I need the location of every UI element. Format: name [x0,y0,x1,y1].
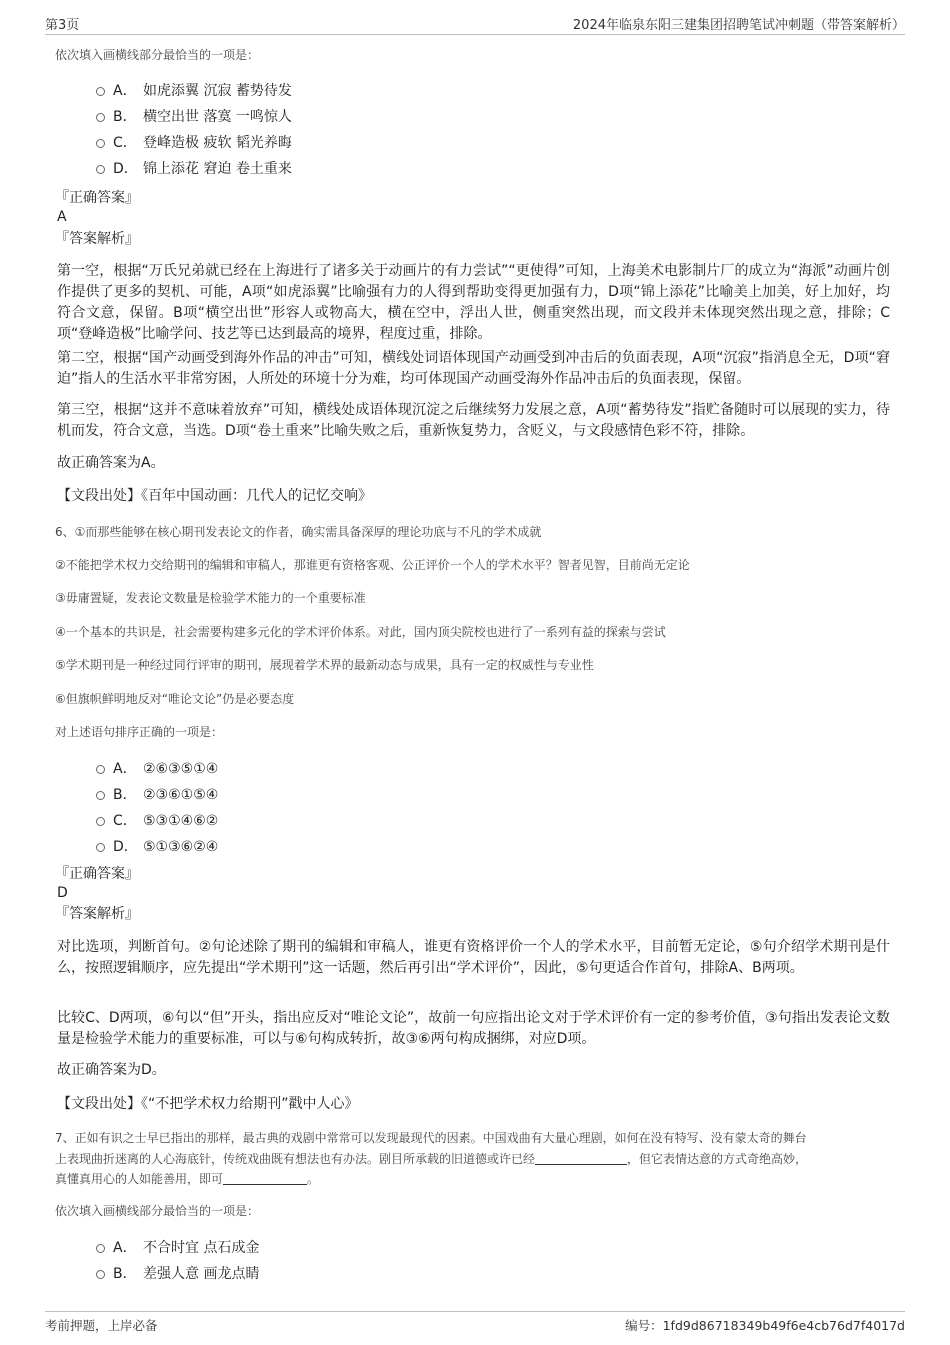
q5-option-a[interactable]: A． 如虎添翼 沉寂 蓄势待发 [96,78,292,104]
radio-icon[interactable] [96,87,105,96]
q5-option-b[interactable]: B． 横空出世 落寞 一鸣惊人 [96,104,292,130]
q5-analysis-paragraph: 第二空，根据“国产动画受到海外作品的冲击”可知，横线处词语体现国产动画受到冲击后的负面表现，A项“沉寂”指消息全无，D项“窘迫”指人的生活水平非常穷困，人所处的环境十分为难，均可体现国产动画受海外作品冲击后的负面表现，保留。 [57,350,890,387]
q7-passage-line: 7、正如有识之士早已指出的那样，最古典的戏剧中常常可以发现最现代的因素。中国戏曲有大量心理剧，如何在没有特写、没有蒙太奇的舞台 [55,1131,807,1145]
page-footer [45,1311,905,1334]
radio-icon[interactable] [96,765,105,774]
q6-option-a[interactable]: A． ②⑥③⑤①④ [96,756,218,782]
q5-answer: A [57,209,67,225]
document-id: 编号：1fd9d86718349b49f6e4cb76d7f4017d [625,1318,905,1333]
q6-options [96,756,218,860]
q6-prompt: 对上述语句排序正确的一项是： [55,725,224,739]
radio-icon[interactable] [96,139,105,148]
q6-answer: D [57,885,68,901]
footer-slogan: 考前押题，上岸必备 [45,1318,158,1333]
radio-icon[interactable] [96,1244,105,1253]
q5-option-d[interactable]: D． 锦上添花 窘迫 卷土重来 [96,156,292,182]
q6-statement: 6、①而那些能够在核心期刊发表论文的作者，确实需具备深厚的理论功底与不凡的学术成就 [55,525,542,539]
q6-analysis-label: 『答案解析』 [55,906,139,922]
q5-options [96,78,292,182]
fill-blank [535,1150,627,1165]
q6-option-d[interactable]: D． ⑤①③⑥②④ [96,834,218,860]
q5-analysis-paragraph: 第三空，根据“这并不意味着放弃”可知，横线处成语体现沉淀之后继续努力发展之意，A项“蓄势待发”指贮备随时可以展现的实力，待机而发，符合文意，当选。D项“卷土重来”比喻失败之后，重新恢复势力，含贬义，与文段感情色彩不符，排除。 [57,402,890,439]
q6-statement: ④一个基本的共识是，社会需要构建多元化的学术评价体系。对此，国内顶尖院校也进行了一系列有益的探索与尝试 [55,625,666,639]
radio-icon[interactable] [96,1270,105,1279]
q6-option-b[interactable]: B． ②③⑥①⑤④ [96,782,218,808]
q5-answer-label: 『正确答案』 [55,190,139,206]
q7-option-a[interactable]: A． 不合时宜 点石成金 [96,1235,259,1261]
fill-blank [223,1170,307,1185]
q6-analysis-paragraph: 对比选项，判断首句。②句论述除了期刊的编辑和审稿人，谁更有资格评价一个人的学术水平，目前暂无定论，⑤句介绍学术期刊是什么，按照逻辑顺序，应先提出“学术期刊”这一话题，然后再引出“学术评价”，因此，⑤句更适合作首句，排除A、B两项。 [57,939,890,976]
radio-icon[interactable] [96,791,105,800]
page-number: 第3页 [45,18,80,33]
q5-prompt: 依次填入画横线部分最恰当的一项是： [55,48,260,62]
radio-icon[interactable] [96,843,105,852]
q7-passage-line: 上表现曲折迷离的人心海底针，传统戏曲既有想法也有办法。剧目所承载的旧道德或许已经 ，但它表情达意的方式奇绝高妙， [55,1152,808,1166]
page-header [45,12,905,35]
q5-conclusion: 故正确答案为A。 [57,455,165,471]
q6-statement: ②不能把学术权力交给期刊的编辑和审稿人，那谁更有资格客观、公正评价一个人的学术水平？智者见智，目前尚无定论 [55,558,690,572]
q5-analysis-paragraph: 第一空，根据“万氏兄弟就已经在上海进行了诸多关于动画片的有力尝试”“更使得”可知，上海美术电影制片厂的成立为“海派”动画片创作提供了更多的契机、可能，A项“如虎添翼”比喻强有力的人得到帮助变得更加强有力，D项“锦上添花”比喻美上加美，好上加好，均符合文意，保留。B项“横空出世”形容人或物高大，横在空中，浮出人世，侧重突然出现，而文段并未体现突然出现之意，排除；C项“登峰造极”比喻学问、技艺等已达到最高的境界，程度过重，排除。 [57,263,890,342]
q6-answer-label: 『正确答案』 [55,866,139,882]
q6-option-c[interactable]: C． ⑤③①④⑥② [96,808,218,834]
radio-icon[interactable] [96,165,105,174]
q6-statement: ⑥但旗帜鲜明地反对“唯论文论”仍是必要态度 [55,692,295,706]
q7-passage-line: 真懂真用心的人如能善用，即可 。 [55,1172,320,1186]
q7-options [96,1235,259,1287]
q5-analysis-label: 『答案解析』 [55,231,139,247]
radio-icon[interactable] [96,113,105,122]
q7-option-b[interactable]: B． 差强人意 画龙点睛 [96,1261,259,1287]
radio-icon[interactable] [96,817,105,826]
q6-source: 【文段出处】《“不把学术权力给期刊”戳中人心》 [57,1096,359,1112]
q5-option-c[interactable]: C． 登峰造极 疲软 韬光养晦 [96,130,292,156]
q6-analysis-paragraph: 比较C、D两项，⑥句以“但”开头，指出应反对“唯论文论”，故前一句应指出论文对于学术评价有一定的参考价值，③句指出发表论文数量是检验学术能力的重要标准，可以与⑥句构成转折，故③⑥两句构成捆绑，对应D项。 [57,1010,890,1047]
q5-source: 【文段出处】《百年中国动画：几代人的记忆交响》 [57,488,372,504]
q7-prompt: 依次填入画横线部分最恰当的一项是： [55,1204,260,1218]
document-title: 2024年临泉东阳三建集团招聘笔试冲刺题（带答案解析） [572,18,905,33]
q6-statement: ⑤学术期刊是一种经过同行评审的期刊，展现着学术界的最新动态与成果，具有一定的权威性与专业性 [55,658,594,672]
q6-statement: ③毋庸置疑，发表论文数量是检验学术能力的一个重要标准 [55,591,366,605]
q6-conclusion: 故正确答案为D。 [57,1062,166,1078]
